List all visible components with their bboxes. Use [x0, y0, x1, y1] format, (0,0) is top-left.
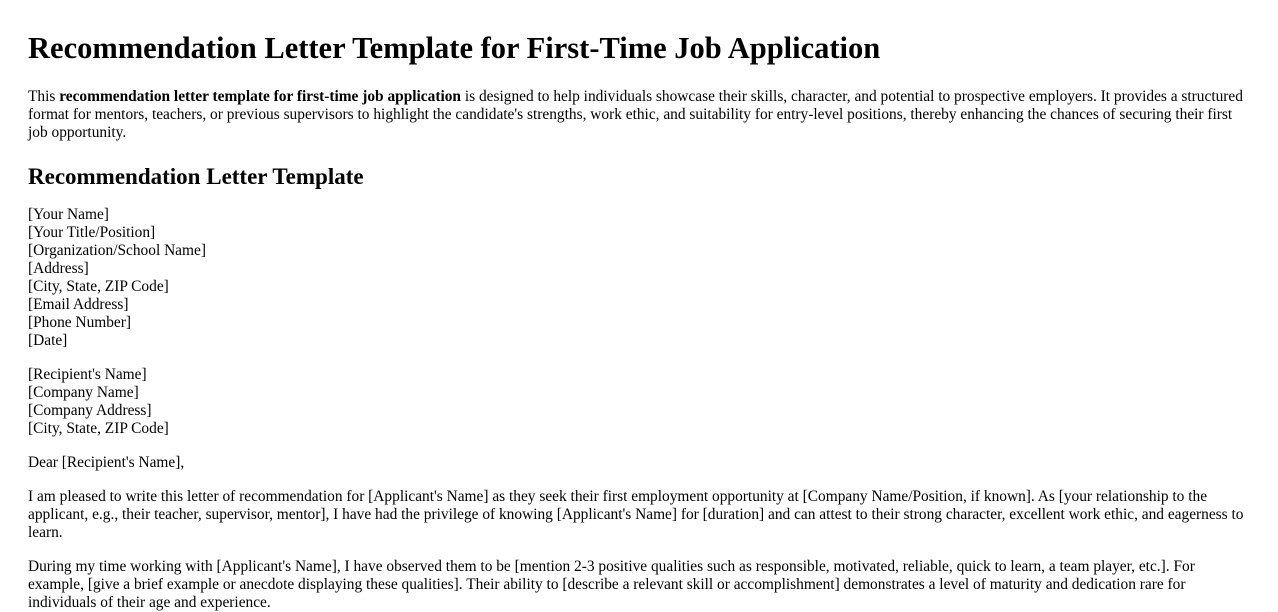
intro-prefix: This [28, 88, 60, 105]
sender-phone: [Phone Number] [28, 314, 132, 331]
page-title: Recommendation Letter Template for First-Time Job Application [28, 31, 881, 65]
salutation: Dear [Recipient's Name], [28, 454, 185, 471]
sender-name: [Your Name] [28, 206, 109, 223]
recipient-city-state-zip: [City, State, ZIP Code] [28, 420, 169, 437]
section-heading: Recommendation Letter Template [28, 164, 364, 189]
recipient-name: [Recipient's Name] [28, 366, 147, 383]
intro-paragraph [28, 88, 1250, 142]
recipient-address-block [28, 366, 1250, 438]
body-paragraph-1: I am pleased to write this letter of recommendation for [Applicant's Name] as they seek their first employment opportunity at [Company Name/Position, if known]. As [your relationship to the applicant, e.g., their teacher, supervisor, mentor], I have had the privilege of knowing [Applicant's Name] for [duration] and can attest to their strong character, excellent work ethic, and eagerness to learn. [28, 488, 1244, 541]
sender-address: [Address] [28, 260, 89, 277]
sender-organization: [Organization/School Name] [28, 242, 206, 259]
intro-bold-phrase: recommendation letter template for first-time job application [59, 88, 461, 105]
sender-title: [Your Title/Position] [28, 224, 156, 241]
recipient-company: [Company Name] [28, 384, 139, 401]
recipient-company-address: [Company Address] [28, 402, 152, 419]
intro-suffix: is designed to help individuals showcase their skills, character, and potential to prospective employers. It provides a structured format for mentors, teachers, or previous supervisors to highlight the candidate's strengths, work ethic, and suitability for entry-level positions, thereby enhancing the chances of securing their first job opportunity. [28, 88, 1243, 141]
sender-date: [Date] [28, 332, 68, 349]
body-paragraph-2: During my time working with [Applicant's Name], I have observed them to be [mention 2-3 positive qualities such as responsible, motivated, reliable, quick to learn, a team player, etc.]. For example, [give a brief example or anecdote displaying these qualities]. Their ability to [describe a relevant skill or accomplishment] demonstrates a level of maturity and dedication rare for individuals of their age and experience. [28, 558, 1195, 611]
sender-city-state-zip: [City, State, ZIP Code] [28, 278, 169, 295]
sender-email: [Email Address] [28, 296, 129, 313]
sender-address-block [28, 206, 1250, 350]
